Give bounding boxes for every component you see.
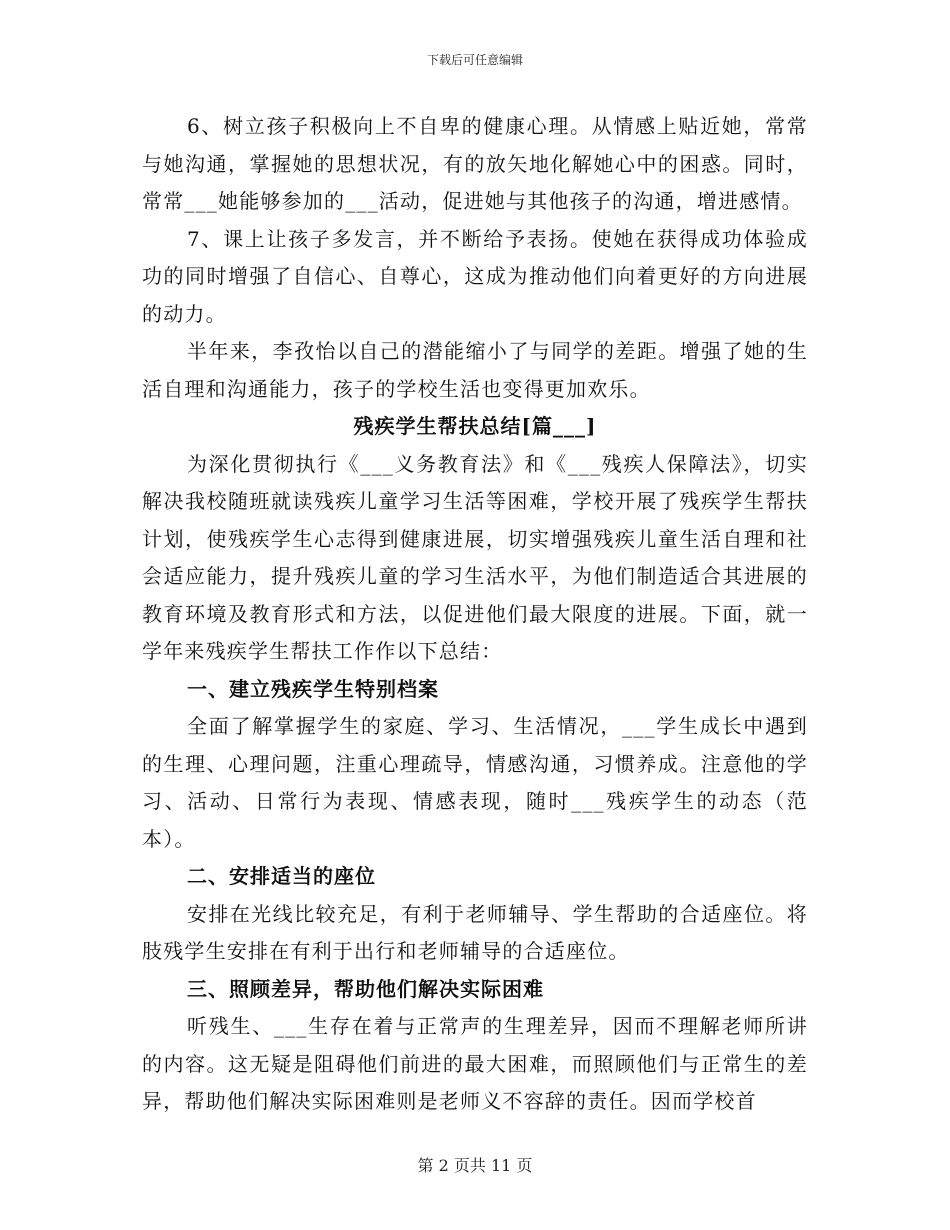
heading-seating: 二、安排适当的座位 — [187, 864, 376, 888]
page-header: 下载后可任意编辑 — [426, 53, 523, 67]
heading-archive: 一、建立残疾学生特别档案 — [187, 676, 439, 701]
paragraph-archive: 全面了解掌握学生的家庭、学习、生活情况，___学生成长中遇到的生理、心理问题，注重心理疏导，情感沟通，习惯养成。注意他的学习、活动、日常行为表现、情感表现，随时___残疾学生的动态（范本）。 — [142, 714, 808, 851]
section-title: 残疾学生帮扶总结[篇___] — [353, 414, 597, 438]
heading-differences: 三、照顾差异，帮助他们解决实际困难 — [187, 976, 544, 1001]
paragraph-seating: 安排在光线比较充足，有利于老师辅导、学生帮助的合适座位。将肢残学生安排在有利于出行和老师辅导的合适座位。 — [142, 901, 808, 963]
document-body — [142, 108, 808, 1121]
paragraph-differences: 听残生、___生存在着与正常声的生理差异，因而不理解老师所讲的内容。这无疑是阻碍他们前进的最大困难，而照顾他们与正常生的差异，帮助他们解决实际困难则是老师义不容辞的责任。因而学校首 — [142, 1014, 808, 1113]
paragraph-item-7: 7、课上让孩子多发言，并不断给予表扬。使她在获得成功体验成功的同时增强了自信心、自尊心，这成为推动他们向着更好的方向进展的动力。 — [142, 226, 808, 326]
paragraph-half-year: 半年来，李孜怡以自己的潜能缩小了与同学的差距。增强了她的生活自理和沟通能力，孩子的学校生活也变得更加欢乐。 — [142, 339, 808, 401]
paragraph-intro: 为深化贯彻执行《___义务教育法》和《___残疾人保障法》，切实解决我校随班就读残疾儿童学习生活等困难，学校开展了残疾学生帮扶计划，使残疾学生心志得到健康进展，切实增强残疾儿童生活自理和社会适应能力，提升残疾儿童的学习生活水平，为他们制造适合其进展的教育环境及教育形式和方法，以促进他们最大限度的进展。下面，就一学年来残疾学生帮扶工作作以下总结： — [142, 451, 808, 663]
page-footer: 第 2 页共 11 页 — [417, 1156, 533, 1175]
paragraph-item-6: 6、树立孩子积极向上不自卑的健康心理。从情感上贴近她，常常与她沟通，掌握她的思想状况，有的放矢地化解她心中的困惑。同时，常常___她能够参加的___活动，促进她与其他孩子的沟通，增进感情。 — [142, 114, 808, 213]
